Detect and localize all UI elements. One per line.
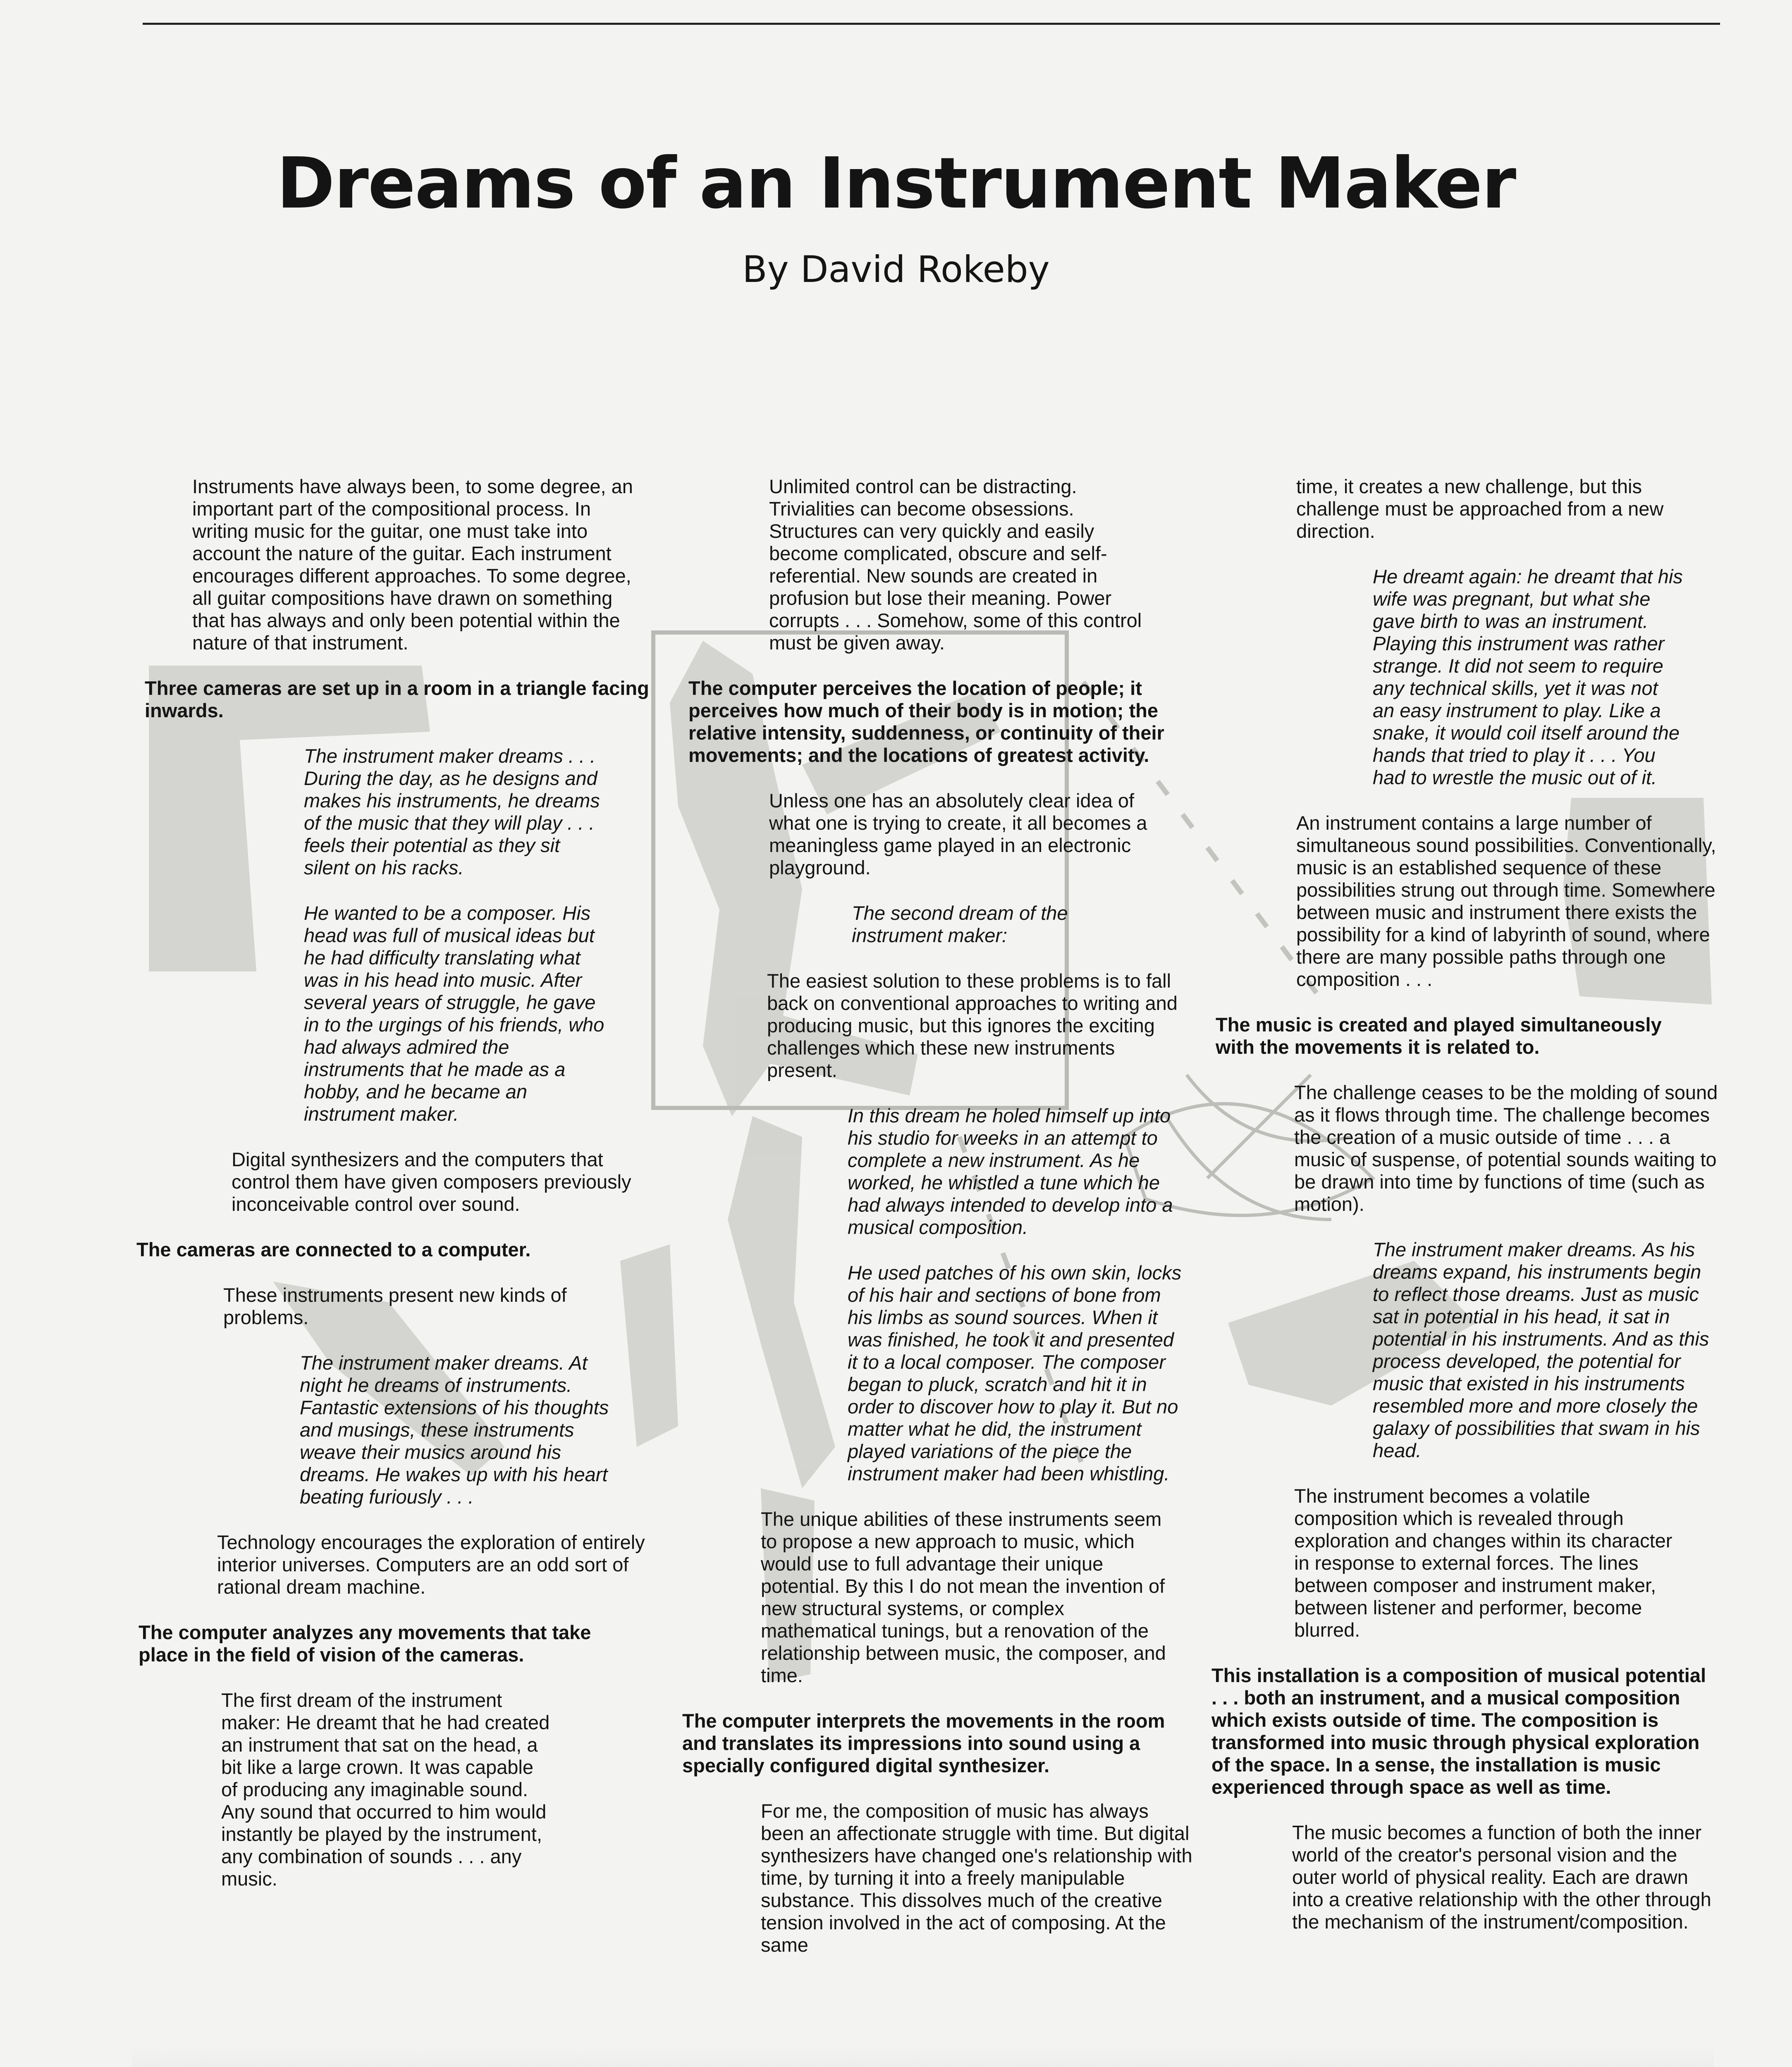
paragraph: time, it creates a new challenge, but this challenge must be approached from a new direction. <box>1296 475 1664 542</box>
section-heading: The computer analyzes any movements that take place in the field of vision of the cameras. <box>139 1621 591 1666</box>
dream-quote: The instrument maker dreams. At night he dreams of instruments. Fantastic extensions of his thoughts and musings, these instruments weave their musics around his dreams. He wakes up with his heart beating furiously . . . <box>300 1352 609 1508</box>
article-title: Dreams of an Instrument Maker <box>276 143 1516 224</box>
halftone-noise-band <box>132 2046 1714 2067</box>
paragraph: These instruments present new kinds of problems. <box>223 1284 567 1328</box>
section-heading: The computer interprets the movements in the room and translates its impressions into sound using a specially configured digital synthesizer. <box>682 1710 1165 1776</box>
top-rule <box>143 23 1720 25</box>
paragraph: The easiest solution to these problems is to fall back on conventional approaches to writing and producing music, but this ignores the exciting challenges which these new instruments present. <box>767 970 1178 1081</box>
paragraph: The challenge ceases to be the molding of sound as it flows through time. The challenge becomes the creation of a music outside of time . . . a music of suspense, of potential sounds waiting to be drawn into time by functions of time (such as motion). <box>1294 1081 1718 1215</box>
dream-quote: In this dream he holed himself up into his studio for weeks in an attempt to complete a new instrument. As he worked, he whistled a tune which he had always intended to develop into a musical composition. <box>848 1105 1173 1238</box>
section-heading: The music is created and played simultaneously with the movements it is related to. <box>1216 1014 1662 1058</box>
paragraph: Unless one has an absolutely clear idea of what one is trying to create, it all becomes a meaningless game played in an electronic playground. <box>769 790 1147 878</box>
paragraph: The music becomes a function of both the inner world of the creator's personal vision and the outer world of physical reality. Each are drawn into a creative relationship with the other through the mechanism of the instrument/composition. <box>1292 1821 1711 1933</box>
article-column-3 <box>1211 475 1720 1956</box>
paragraph: The unique abilities of these instruments seem to propose a new approach to music, which would use to full advantage their unique potential. By this I do not mean the invention of new structural systems, or complex mathematical tunings, but a renovation of the relationship between music, the composer, and time. <box>761 1508 1166 1686</box>
dream-quote: The instrument maker dreams. As his dreams expand, his instruments begin to reflect those dreams. Just as music sat in potential in his head, it sat in potential in his instruments. And as this process developed, the potential for music that existed in his instruments resembled more and more closely the galaxy of possibilities that swam in his head. <box>1373 1239 1709 1461</box>
paragraph: For me, the composition of music has always been an affectionate struggle with time. But digital synthesizers have changed one's relationship with time, by turning it into a freely manipulable substance. This dissolves much of the creative tension involved in the act of composing. At the same <box>761 1800 1192 1956</box>
paragraph: The first dream of the instrument maker: He dreamt that he had created an instrument that sat on the head, a bit like a large crown. It was capable of producing any imaginable sound. Any sound that occurred to him would instantly be played by the instrument, any combination of sounds . . . any music. <box>221 1689 550 1890</box>
dream-quote: He wanted to be a composer. His head was full of musical ideas but he had difficulty translating what was in his head into music. After several years of struggle, he gave in to the urgings of his friends, who had always admired the instruments that he made as a hobby, and he became an instrument maker. <box>304 902 605 1125</box>
article-byline: By David Rokeby <box>742 248 1050 291</box>
section-heading: Three cameras are set up in a room in a triangle facing inwards. <box>145 677 649 721</box>
section-heading: The cameras are connected to a computer. <box>136 1239 531 1260</box>
paragraph: Digital synthesizers and the computers that control them have given composers previously inconceivable control over sound. <box>232 1148 631 1215</box>
paragraph: Unlimited control can be distracting. Trivialities can become obsessions. Structures can very quickly and easily become complicated, obscure and self-referential. New sounds are created in profusion but lose their meaning. Power corrupts . . . Somehow, some of this control must be given away. <box>769 475 1142 654</box>
section-heading: The computer perceives the location of people; it perceives how much of their body is in motion; the relative intensity, suddenness, or continuity of their movements; and the locations of greatest activity. <box>688 677 1164 766</box>
paragraph: Instruments have always been, to some degree, an important part of the compositional process. In writing music for the guitar, one must take into account the nature of the guitar. Each instrument encourages different approaches. To some degree, all guitar compositions have drawn on something that has always and only been potential within the nature of that instrument. <box>192 475 633 654</box>
paragraph: The instrument becomes a volatile composition which is revealed through exploration and changes within its character in response to external forces. The lines between composer and instrument maker, between listener and performer, become blurred. <box>1294 1485 1673 1641</box>
paragraph: An instrument contains a large number of simultaneous sound possibilities. Conventionally, music is an established sequence of these possibilities strung out through time. Somewhere between music and instrument there exists the possibility for a kind of labyrinth of sound, where there are many possible paths through one composition . . . <box>1296 812 1716 990</box>
article-column-2 <box>682 475 1216 1979</box>
dream-quote: The second dream of the instrument maker: <box>852 902 1068 946</box>
paragraph: Technology encourages the exploration of entirely interior universes. Computers are an odd sort of rational dream machine. <box>217 1531 645 1598</box>
article-column-1 <box>132 475 649 1913</box>
dream-quote: The instrument maker dreams . . . During the day, as he designs and makes his instruments, he dreams of the music that they will play . . . feels their potential as they sit silent on his racks. <box>304 745 600 878</box>
dream-quote: He used patches of his own skin, locks of his hair and sections of bone from his limbs as sound sources. When it was finished, he took it and presented it to a local composer. The composer began to pluck, scratch and hit it in order to discover how to play it. But no matter what he did, the instrument played variations of the piece the instrument maker had been whistling. <box>848 1262 1182 1485</box>
section-heading: This installation is a composition of musical potential . . . both an instrument, and a musical composition which exists outside of time. The composition is transformed into music through physical exploration of the space. In a sense, the installation is music experienced through space as well as time. <box>1211 1664 1706 1798</box>
dream-quote: He dreamt again: he dreamt that his wife was pregnant, but what she gave birth to was an instrument. Playing this instrument was rather strange. It did not seem to require any technical skills, yet it was not an easy instrument to play. Like a snake, it would coil itself around the hands that tried to play it . . . You had to wrestle the music out of it. <box>1373 566 1683 788</box>
